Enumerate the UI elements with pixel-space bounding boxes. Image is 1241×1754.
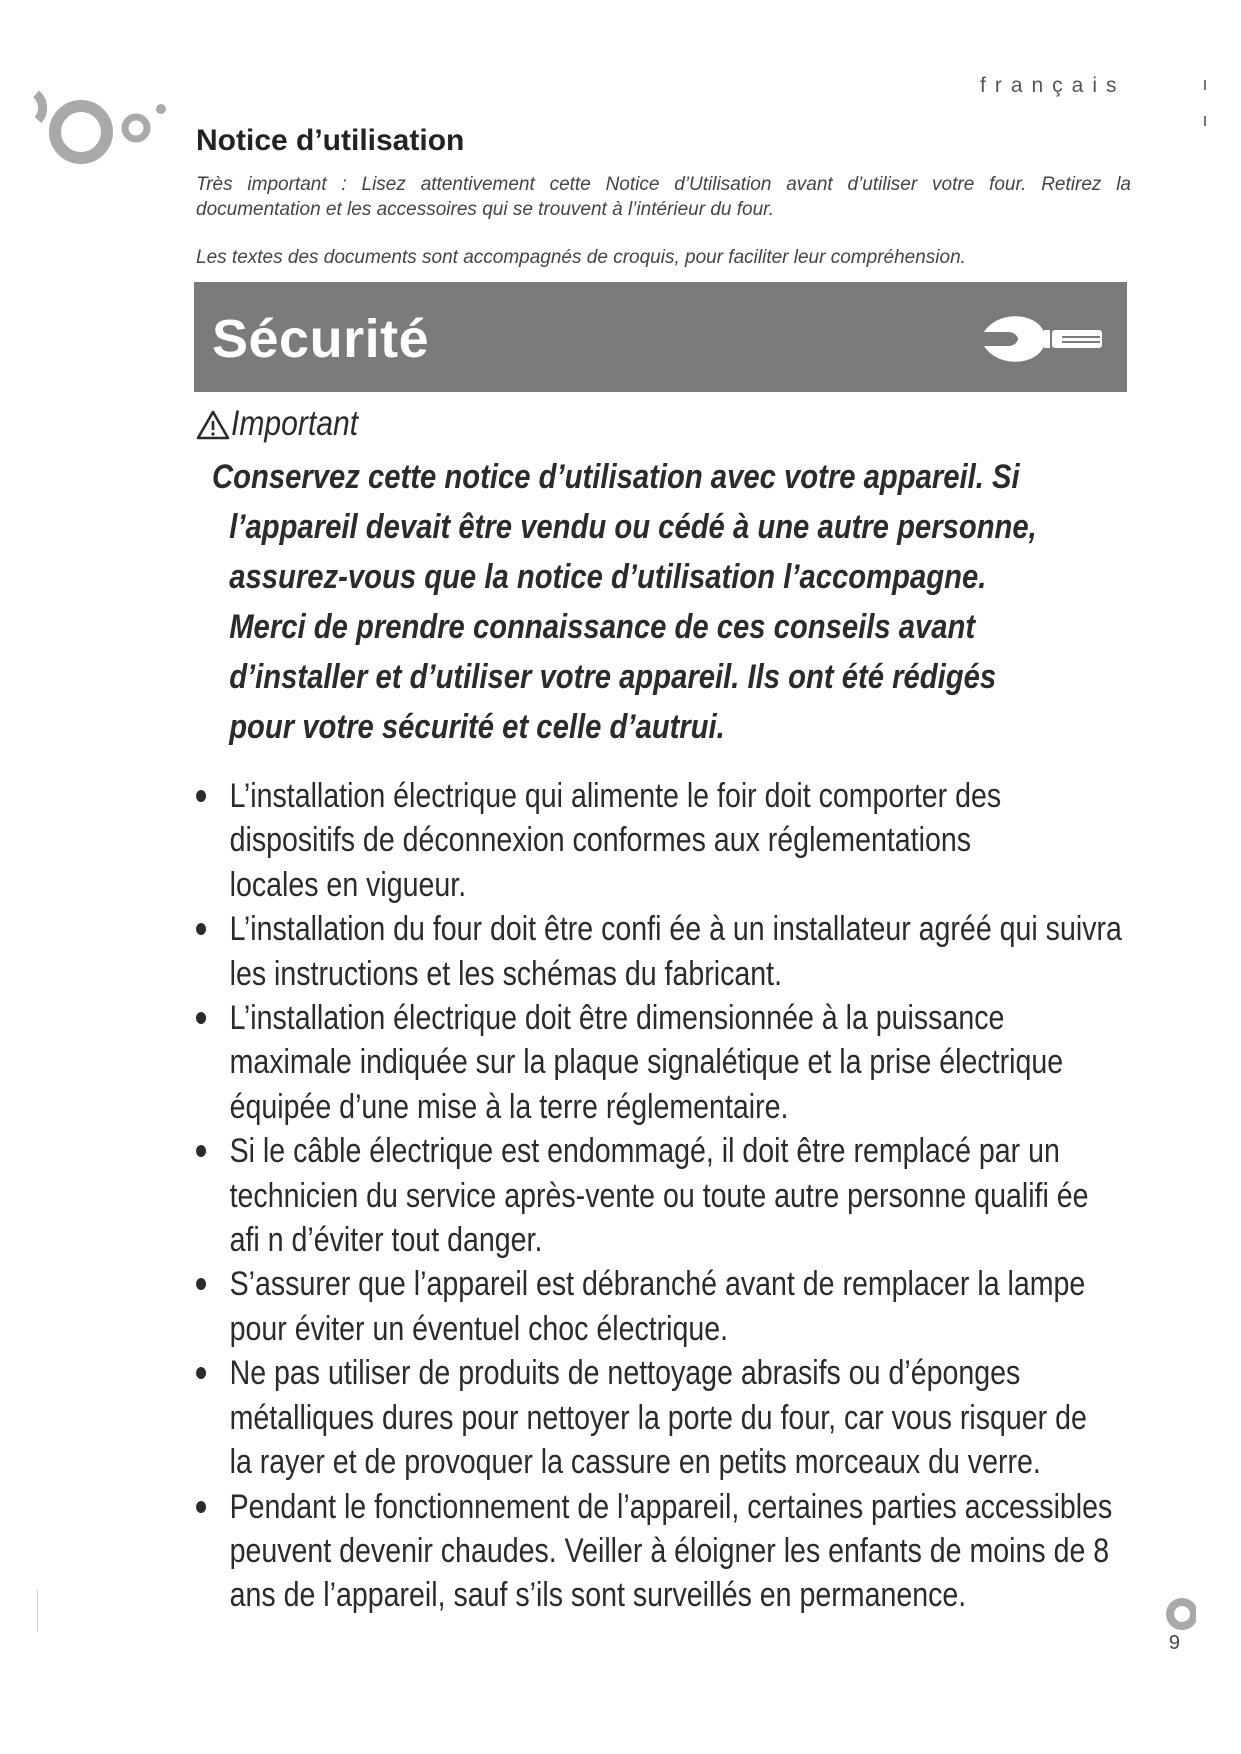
warning-icon [196,410,230,440]
list-item: L’installation électrique qui alimente le foir doit comporter des dispositifs de déconnexion conformes aux réglementations locales en vigueur. [196,774,1187,907]
list-item: Si le câble électrique est endommagé, il doit être remplacé par un technicien du service après-vente ou toute autre personne qualifi ée afi n d’éviter tout danger. [196,1129,1187,1262]
page-title: Notice d’utilisation [196,124,465,157]
notice-line: pour votre sécurité et celle d’autrui. [229,708,725,746]
notice-line: l’appareil devait être vendu ou cédé à une autre personne, [229,508,1037,546]
list-item: L’installation du four doit être confi ée à un installateur agréé qui suivra les instructions et les schémas du fabricant. [196,907,1187,996]
notice-line: Merci de prendre connaissance de ces conseils avant [229,608,976,646]
edge-mark [1204,80,1206,90]
bullet-icon [196,923,206,935]
notice-line: d’installer et d’utiliser votre appareil. Ils ont été rédigés [229,658,997,696]
wrench-icon [978,308,1118,370]
bullet-icon [196,790,206,802]
bullet-icon [196,1145,206,1157]
list-item: Pendant le fonctionnement de l’appareil, certaines parties accessibles peuvent devenir chaudes. Veiller à éloigner les enfants de moins de 8 ans de l’appareil, sauf s’ils sont surveillés en permanence. [196,1485,1187,1618]
page-number: 9 [1168,1632,1180,1654]
bullet-icon [196,1278,206,1290]
list-item: Ne pas utiliser de produits de nettoyage abrasifs ou d’éponges métalliques dures pour nettoyer la porte du four, car vous risquer de la rayer et de provoquer la cassure en petits morceaux du verre. [196,1351,1187,1484]
notice-line: Conservez cette notice d’utilisation avec votre appareil. Si [212,458,1020,496]
section-banner [194,282,1127,392]
bullet-icon [196,1501,206,1513]
section-title: Sécurité [212,309,430,369]
list-item: L’installation électrique doit être dimensionnée à la puissance maximale indiquée sur la plaque signalétique et la prise électrique équipée d’une mise à la terre réglementaire. [196,996,1187,1129]
important-label: Important [231,404,359,443]
list-item: S’assurer que l’appareil est débranché avant de remplacer la lampe pour éviter un éventuel choc électrique. [196,1262,1187,1351]
important-notice [212,452,1072,752]
safety-list [196,774,1187,1618]
bullet-icon [196,1367,206,1379]
intro-paragraph: Très important : Lisez attentivement cette Notice d’Utilisation avant d’utiliser votre four. Retirez la documentation et les accessoires qui se trouvent à l’intérieur du four. [196,174,1131,220]
intro-note: Les textes des documents sont accompagnés de croquis, pour faciliter leur compréhension. [196,247,966,268]
margin-rule [37,1590,38,1632]
circle-mark-icon [1160,1589,1196,1635]
notice-line: assurez-vous que la notice d’utilisation l’accompagne. [229,558,987,596]
bullet-icon [196,1012,206,1024]
edge-mark [1204,116,1206,126]
brand-logo [26,80,176,190]
language-label: français [980,74,1126,97]
